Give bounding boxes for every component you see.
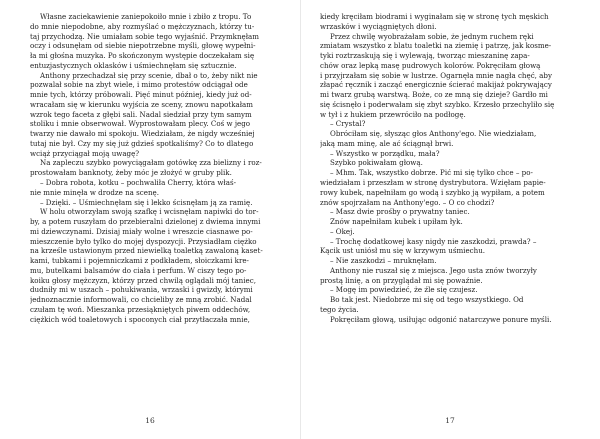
text-line: Znów napełniłam kubek i upiłam łyk. xyxy=(330,217,463,227)
text-line: jaką mam minę, ale ać ściągnął brwi. xyxy=(320,138,454,148)
text-line: tutaj nie był. Czy my się już gdzieś spotkaliśmy? Co to dlatego xyxy=(30,138,254,148)
text-line: rowy kubek, napełniłam go wodą i szybko ją wypiłam, a potem xyxy=(320,187,545,197)
text-line: zmiatam wszystko z blatu toaletki na ziemię i patrzę, jak kosme- xyxy=(320,41,552,51)
text-line: tego życia. xyxy=(320,304,359,314)
text-line: – Nie zaszkodzi – mruknęłam. xyxy=(330,256,437,266)
text-line: – Mogę im powiedzieć, że źle się czujesz. xyxy=(330,285,478,295)
text-line: mu, butelkami balsamów do ciała i perfum. W ciszy tego po- xyxy=(30,265,247,275)
text-line: na krześle ustawionym przed niewielką toaletką zawaloną kaset- xyxy=(30,246,263,256)
text-line: Anthony nie ruszał się z miejsca. Jego usta znów tworzyły xyxy=(330,265,537,275)
text-line: stoliku i mnie obserwował. Wyprostowałam plecy. Coś w jego xyxy=(30,119,251,129)
text-line: kiedy kręciłam biodrami i wyginałam się w stronę tych męskich xyxy=(320,12,549,21)
left-page-number: 16 xyxy=(145,416,155,425)
text-line: – Mhm. Tak, wszystko dobrze. Pić mi się tylko chce – po- xyxy=(330,168,533,178)
text-line: wciąż przyciągał moją uwagę? xyxy=(30,148,140,158)
text-line: czułam tę woń. Mieszanka przesiąkniętych piwem oddechów, xyxy=(30,304,251,314)
text-line: pozwalał sobie na zbyt wiele, i mimo protestów odciągał ode xyxy=(30,80,248,90)
text-line: nie mnie minęła w drodze na scenę. xyxy=(30,187,160,197)
text-line: mnie tych, którzy próbowali. Pięć minut później, kiedy już od- xyxy=(30,90,252,100)
text-line: Własne zaciekawienie zaniepokoiło mnie i zbiło z tropu. To xyxy=(40,12,252,21)
text-line: Szybko pokiwałam głową. xyxy=(330,158,423,168)
text-line: wzrok tego faceta z głębi sali. Nadal siedział przy tym samym xyxy=(30,109,252,119)
text-line: – Okej. xyxy=(330,226,355,236)
text-line: dudniły mi w uszach – pohukiwania, wrzaski i gwizdy, którymi xyxy=(30,285,253,295)
text-line: prostowałam banknoty, żeby móc je złożyć w gruby plik. xyxy=(30,168,232,178)
text-line: złapać ręcznik i zacząć energicznie ścierać makijaż pokrywający xyxy=(320,80,552,90)
text-line: – Masz dwie prośby o prywatny taniec. xyxy=(330,207,470,217)
text-line: się ścisnęło i poderwałam się zbyt szybko. Krzesło przechyliło się xyxy=(320,99,555,109)
text-line: Kącik ust uniósł mu się w krzywym uśmiechu. xyxy=(320,246,486,256)
text-line: znów spojrzałam na Anthony'ego. – O co chodzi? xyxy=(320,197,495,207)
text-line: mi dziewczynami. Dzisiaj miały wolne i wreszcie ciasnawe po- xyxy=(30,226,253,236)
text-line: entuzjastycznych oklasków i uśmiechnęłam się sztucznie. xyxy=(30,60,237,70)
text-line: chów oraz lepką masę pudrowych kolorów. Pokręciłam głową xyxy=(320,60,541,70)
right-page-text xyxy=(320,12,564,325)
text-line: ła mi głośna muzyka. Po skończonym występie doczekałam się xyxy=(30,51,255,61)
text-line: taj przychodzą. Nie umiałam sobie tego wyjaśnić. Przymknęłam xyxy=(30,31,259,41)
text-line: Na zapleczu szybko powyciągałam gotówkę zza bielizny i roz- xyxy=(40,158,262,168)
text-line: – Dzięki. – Uśmiechnęłam się i lekko ścisnęłam ją za ramię. xyxy=(40,197,253,207)
text-line: – Trochę dodatkowej kasy nigdy nie zaszkodzi, prawda? – xyxy=(330,236,537,246)
text-line: koiku głosy mężczyzn, którzy przed chwilą oglądali mój taniec, xyxy=(30,275,256,285)
right-page xyxy=(300,0,600,439)
text-line: jednoznacznie informowali, co chcieliby ze mną zrobić. Nadal xyxy=(30,295,252,305)
text-line: ciężkich wód toaletowych i spoconych ciał przytłaczała mnie, xyxy=(30,314,250,324)
text-line: mieszczenie było tylko do mojej dyspozycji. Przysiadłam ciężko xyxy=(30,236,257,246)
text-line: Pokręciłam głową, usiłując odgonić natarczywe ponure myśli. xyxy=(330,314,552,324)
text-line: i przyjrzałam się sobie w lustrze. Ogarnęła mnie nagła chęć, aby xyxy=(320,70,552,80)
text-line: oczy i odsunęłam od siebie niepotrzebne myśli, głowę wypełni- xyxy=(30,41,256,51)
text-line: tyki roztrzaskują się i wylewają, tworząc mieszaninę zapa- xyxy=(320,51,530,61)
text-line: – Wszystko w porządku, mała? xyxy=(330,148,440,158)
right-page-number: 17 xyxy=(445,416,455,425)
text-line: – Crystal? xyxy=(330,119,366,129)
text-line: Obróciłam się, słysząc głos Anthony'ego. Nie wiedziałam, xyxy=(330,129,537,139)
text-line: twarzy nie dawało mi spokoju. Wiedziałam, że nigdy wcześniej xyxy=(30,129,255,139)
text-line: Przez chwilę wyobrażałam sobie, że jednym ruchem ręki xyxy=(330,31,534,41)
text-line: by, a potem ruszyłam do przebieralni dzielonej z dwiema innymi xyxy=(30,217,261,227)
text-line: – Dobra robota, kotku – pochwaliła Cherry, która właś- xyxy=(40,178,237,188)
text-line: W holu otworzyłam swoją szafkę i wcisnęłam napiwki do tor- xyxy=(40,207,259,217)
text-line: Bo tak jest. Niedobrze mi się od tego wszystkiego. Od xyxy=(330,295,524,305)
text-line: wrzasków i wyciągniętych dłoni. xyxy=(320,21,437,31)
text-line: wracałam się w kierunku wyjścia ze sceny, znowu napotkałam xyxy=(30,99,254,109)
text-line: prostą linię, a on przyglądał mi się powaźnie. xyxy=(320,275,483,285)
left-page-text xyxy=(30,12,274,325)
text-line: Anthony przechadzał się przy scenie, dbał o to, żeby nikt nie xyxy=(40,70,258,80)
text-line: wiedziałam i przeszłam w stronę dystrybutora. Wzięłam papie- xyxy=(320,178,546,188)
text-line: kami, tubkami i pojemniczkami z podkładem, słoiczkami kre- xyxy=(30,256,249,266)
text-line: do mnie niepodobne, aby rozmyślać o mężczyznach, którzy tu- xyxy=(30,21,255,31)
text-line: mi twarz grubą warstwą. Boże, co ze mną się dzieje? Gardło mi xyxy=(320,90,548,100)
text-line: w tył i z hukiem przewróciło na podłogę. xyxy=(320,109,466,119)
